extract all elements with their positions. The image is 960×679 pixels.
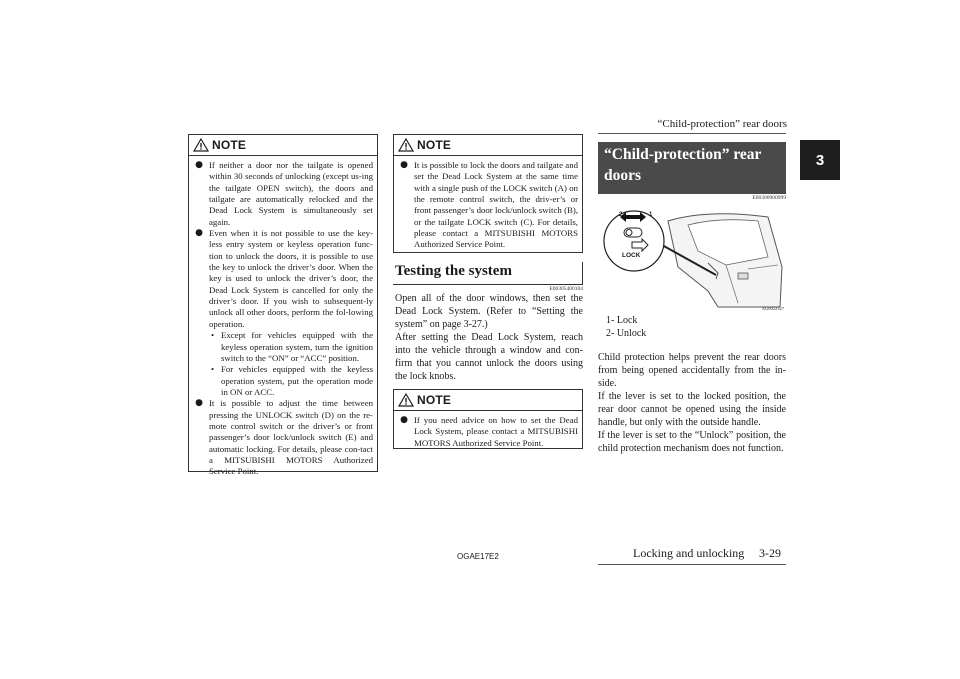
note-body [189,156,377,482]
list-item-text: If neither a door nor the tailgate is opened within 30 seconds of unlocking (except us-ing the tailgate OPEN switch), the doors and tailgate are automatically relocked and the Dead Lock System is simultaneously set again. [209,160,373,227]
list-item [394,160,578,251]
note-body [394,411,582,453]
title-line-1: “Child-protection” rear [604,146,762,163]
note-box-3 [393,389,583,449]
list-item [189,398,373,477]
section-paragraph: Open all of the door windows, then set the Dead Lock System. (Refer to “Setting the system” on page 3-27.) After setting the Dead Lock System, reach into the vehicle through a window and con-firm that you cannot unlock the doors using the lock knobs. [395,293,583,382]
list-item-text: It is possible to lock the doors and tailgate and set the Dead Lock System at the same time with a single push of the LOCK switch (A) on the remote control switch, the driv-er’s or front passenger’s door lock/unlock switch (B), or the tailgate LOCK switch (C). For details, please contact a MITSUBISHI MOTORS Authorized Service Point. [414,160,578,250]
note-box-2 [393,134,583,253]
section-title-banner [598,142,786,194]
footer-section-name: Locking and unlocking [633,546,745,560]
title-line-2: doors [604,167,642,184]
dot-icon: • [211,364,215,375]
note-label: NOTE [212,138,247,152]
header-rule [598,133,786,134]
list-item [189,160,373,228]
figure-lock-label: LOCK [622,252,641,259]
list-item [394,415,578,449]
legend-item-lock: 1- Lock [606,315,638,326]
note-header [394,390,582,411]
list-item-text: It is possible to adjust the time between pressing the UNLOCK switch (D) on the re-mote control switch or the driver’s or front passenger’s door lock/unlock switch (E) and automatic locking. For details, please con-tact a MITSUBISHI MOTORS Authorized Service Point. [209,398,373,477]
figure-legend [606,314,646,340]
section-code: E00300900999 [752,195,786,201]
note-box-1 [188,134,378,477]
note-header [394,135,582,156]
note-header [189,135,377,156]
bullet-icon: ● [195,228,203,239]
figure-label-1: 1 [649,212,653,218]
sub-item-text: Except for vehicles equipped with the keyless operation system, turn the ignition switch to the “ON” or “ACC” position. [221,330,373,363]
page-number: 3-29 [759,546,781,560]
note-label: NOTE [417,138,452,152]
warning-icon [193,138,209,152]
figure-code: AG0022327 [761,306,784,311]
note-label: NOTE [417,393,452,407]
sub-list-item [211,364,373,398]
warning-icon [398,138,414,152]
child-lock-figure [598,207,786,313]
bullet-icon: ● [195,160,203,170]
bullet-icon: ● [400,160,408,170]
note-body [394,156,582,255]
legend-item-unlock: 2- Unlock [606,328,647,339]
chapter-tab[interactable]: 3 [800,140,840,180]
sub-list-item [211,330,373,364]
running-header: “Child-protection” rear doors [657,118,787,130]
door-illustration [598,207,786,313]
figure-label-2: 2 [619,212,623,218]
dot-icon: • [211,330,215,341]
list-item [189,228,373,330]
sub-item-text: For vehicles equipped with the keyless operation system, put the operation mode in ON or ACC. [221,364,373,397]
section-paragraph: Child protection helps prevent the rear doors from being opened accidentally from the in-side. If the lever is set to the locked position, the rear door cannot be opened using the inside handle, but only with the outside handle. If the lever is set to the “Unlock” position, the child protection mechanism does not function. [598,352,786,454]
list-item-text: Even when it is not possible to use the key-less entry system or keyless operation func-tion to unlock the doors, it is possible to use the key to unlock the driver’s door. When the key is used to unlock the driver’s door, the Dead Lock System is cancelled for only the driver’s door. If you wish to subsequent-ly unlock all other doors, perform the fol-lowing operation. [209,228,373,329]
footer-code: OGAE17E2 [457,552,499,561]
footer-rule [598,564,786,565]
list-item-text: If you need advice on how to set the Dead Lock System, please contact a MITSUBISHI MOTORS Authorized Service Point. [414,415,578,448]
bullet-icon: ● [195,398,203,409]
section-code: E00305400104 [549,286,583,292]
warning-icon [398,393,414,407]
bullet-icon: ● [400,415,408,425]
section-heading-box [393,262,583,285]
section-title: Testing the system [395,263,512,279]
